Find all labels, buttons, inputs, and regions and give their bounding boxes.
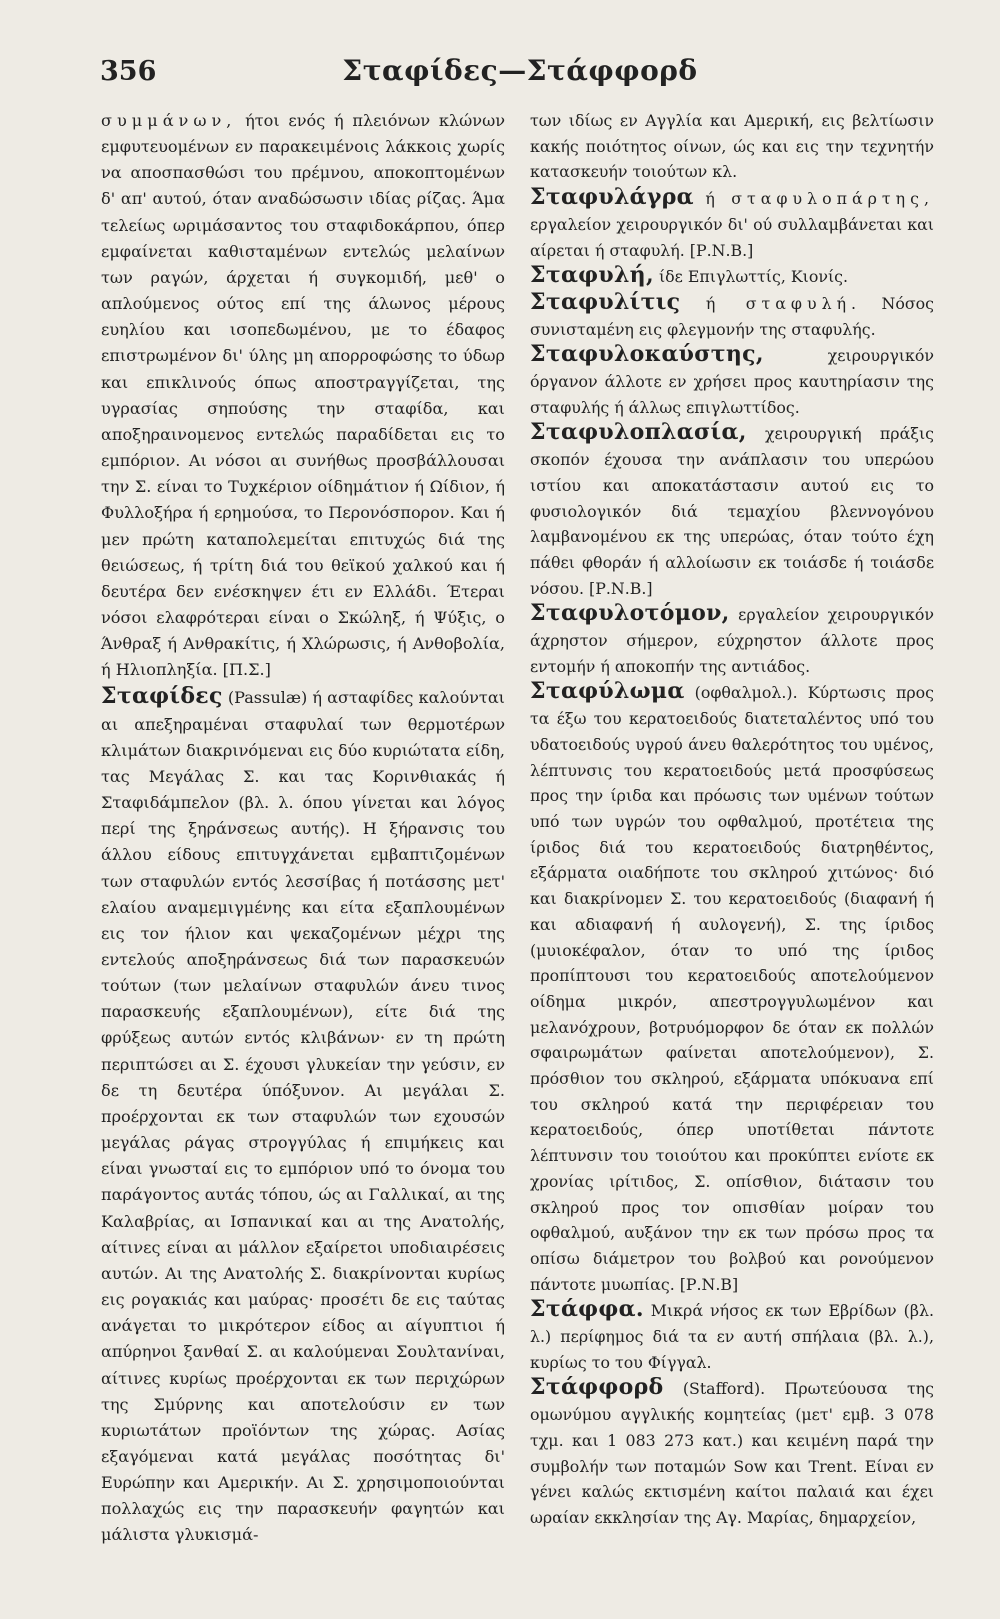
entry-stafylitis [530, 290, 934, 342]
headword: Σταφίδες [101, 683, 223, 710]
spaced-term: ή σταφυλή. [680, 293, 862, 313]
headword: Σταφυλοτόμον, [530, 600, 730, 627]
entry-stafford [530, 1375, 934, 1530]
entry-text: (οφθαλμολ.). Κύρτωσις προς τα έξω του κερατοειδούς διατεταλέντος υπό του υδατοειδούς υγρού άνευ θαλερότητος του υμένος, λέπτυνσις του κερατοειδούς μετά προσφύσεως προς την ίριδα και πρόωσις των υμένων τούτων υπό των υγρών του οφθαλμού, προτέτεια της ίριδος διά του κερατοειδούς διατρηθέντος, εξάρματα οιαδήποτε του σκληρού χιτώνος· διό και διακρίνομεν Σ. του κερατοειδούς (διαφανή ή και αδιαφανή ή αυλογενή), Σ. της ίριδος (μυιοκέφαλον, όταν το υπό της ίριδος προπίπτουσι του κερατοειδούς αποτελούμενον οίδημα μικρόν, απεστρογγυλωμένον και μελανόχρουν, βοτρυόμορφον δε όταν εκ πολλών σφαιρωμάτων φαίνεται αποτελούμενον), Σ. πρόσθιον του σκληρού, εξάρματα υπόκυανα επί του σκληρού κατά την περιφέρειαν του κερατοειδούς, όπερ υποτίθεται πάντοτε λέπτυνσιν του τοιούτου και προκύπτει ενίοτε εκ χρονίας ιρίτιδος, Σ. οπίσθιον, διάτασιν του σκληρού προς τον οπισθίαν μοίραν του οφθαλμού, αυξάνον την εκ των πρόσω προς τα οπίσω διάμετρον του βολβού και ρονούμενον πάντοτε μυωπίας. [Ρ.Ν.Β] [530, 683, 934, 1294]
entry-stafylagra [530, 185, 934, 263]
entry-text: εργαλείον χειρουργικόν δι' ού συλλαμβάνεται και αίρεται ή σταφυλή. [Ρ.Ν.Β.] [530, 214, 934, 260]
entry-text: (Stafford). Πρωτεύουσα της ομωνύμου αγγλικής κομητείας (μετ' εμβ. 3 078 τχμ. και 1 083 273 κατ.) και κειμένη παρά την συμβολήν των ποταμών Sow και Trent. Είναι εν γένει καλώς εκτισμένη καίτοι παλαιά και έχει ωραίαν εκκλησίαν της Αγ. Μαρίας, δημαρχείον, [530, 1379, 934, 1527]
spaced-term: συμμάνων, [101, 111, 237, 130]
entry-text: Νόσος συνισταμένη εις φλεγμονήν της σταφυλής. [530, 293, 934, 339]
headword: Σταφυλάγρα [530, 184, 694, 211]
headword: Στάφφορδ [530, 1374, 664, 1401]
running-head: Σταφίδες—Στάφφορδ [342, 54, 698, 87]
entry-stafyloplasia [530, 420, 934, 601]
entry-text: χειρουργικόν όργανον άλλοτε εν χρήσει προς καυτηρίασιν της σταφυλής ή άλλως επιγλωττίδος. [530, 346, 934, 417]
entry-text: εργαλείον χειρουργικόν άχρηστον σήμερον, εύχρηστον άλλοτε προς εντομήν ή αποκοπήν της αντιάδος. [530, 605, 934, 676]
right-column [530, 108, 934, 1531]
entry-continuation: των ιδίως εν Αγγλία και Αμερική, εις βελτίωσιν κακής ποιότητος οίνων, ώς και εις την τεχνητήν κατασκευήν τοιούτων κλ. [530, 111, 934, 182]
entry-staffa [530, 1297, 934, 1375]
entry-stafylotomon [530, 601, 934, 679]
page-number: 356 [100, 56, 157, 87]
left-column [101, 108, 505, 1549]
entry-text: ήτοι ενός ή πλειόνων κλώνων εμφυτευομένων εν παρακειμένοις λάκκοις χωρίς να αποσπασθώσι του πρέμνου, αποκοπτομένων δ' απ' αυτού, όταν αναδώσωσιν ιδίας ρίζας. Άμα τελείως ωριμάσαντος του σταφιδοκάρπου, όπερ εμφαίνεται καθισταμένων εντελώς μελαίνων των ραγών, άρχεται ή συγκομιδή, μεθ' ο απλούμενος ούτος επί της άλωνος μέρους ευηλίου και ισοπεδωμένου, με το έδαφος επιστρωμένον δι' ύλης μη απορροφώσης το ύδωρ και επικλινούς όπως αποστραγγίζεται, της υγρασίας σηπούσης την σταφίδα, και αποξηραινομενος εντελώς παραδίδεται εις το εμπόριον. Αι νόσοι αι συνήθως προσβάλλουσαι την Σ. είναι το Τυχκέριον οίδημάτιον ή Ωίδιον, ή Φυλλοξήρα ή ερημούσα, το Περονόσπορον. Και ή μεν πρώτη καταπολεμείται επιτυχώς διά της θειώσεως, ή τρίτη διά του θεϊκού χαλκού και ή δευτέρα δεν ενέσκηψεν έτι εν Ελλάδι. Έτεραι νόσοι ελαφρότεραι είναι ο Σκώληξ, ή Ψύξις, ο Άνθραξ ή Ανθρακίτις, ή Χλώρωσις, ή Ανθοβολία, ή Ηλιοπληξία. [Π.Σ.] [101, 111, 505, 680]
entry-stafyli [530, 263, 934, 290]
page-header [100, 52, 940, 92]
entry-stafylokaustis [530, 342, 934, 420]
headword: Σταφυλίτις [530, 288, 681, 315]
entry-text: (Passulæ) ή ασταφίδες καλούνται αι απεξηραμέναι σταφυλαί των θερμοτέρων κλιμάτων διακρινόμεναι εις δύο κυριώτατα είδη, τας Μεγάλας Σ. και τας Κορινθιακάς ή Σταφιδάμπελον (βλ. λ. όπου γίνεται και λόγος περί της ξηράνσεως αυτής). Η ξήρανσις του άλλου είδους επιτυγχάνεται εμβαπτιζομένων των σταφυλών εντός λεσσίβας ή ποτάσσης μετ' ελαίου αναμεμιγμένης και είτα εξαπλουμένων εις τον ήλιον και ψεκαζομένων μέχρι της εντελούς αποξηράνσεως διά των παρασκευών τούτων (των μελαίνων σταφυλών άνευ τινος παρασκευής εξαπλουμένων), είτε διά της φρύξεως αυτών εντός κλιβάνων· εν τη πρώτη περιπτώσει αι Σ. έχουσι γλυκείαν την γεύσιν, εν δε τη δευτέρα ύπόξυνον. Αι μεγάλαι Σ. προέρχονται εκ των σταφυλών των εχουσών μεγάλας ράγας στρογγύλας ή επιμήκεις και είναι γνωσταί εις το εμπόριον υπό το όνομα του παράγοντος αυτάς τόπου, ώς αι Γαλλικαί, αι της Καλαβρίας, αι Ισπανικαί και αι της Ανατολής, αίτινες είναι αι μάλλον εξαίρετοι υποδιαιρέσεις αυτών. Αι της Ανατολής Σ. διακρίνονται κυρίως εις ρογακιάς και μαύρας· προσέτι δε εις ταύτας ανάγεται το μικρότερον είδος αι αίγυπτιοι ή απύρηνοι ξανθαί Σ. αι καλούμεναι Σουλτανίναι, αίτινες κυρίως προέρχονται εκ των περιχώρων της Σμύρνης και αποτελούσιν εν των κυριωτάτων προϊόντων της χώρας. Ασίας εξαγόμεναι κατά μεγάλας ποσότητας δι' Ευρώπην και Αμερικήν. Αι Σ. χρησιμοποιούνται πολλαχώς εις την παρασκευήν φαγητών και μάλιστα γλυκισμά- [101, 688, 505, 1545]
headword: Στάφφα. [530, 1296, 644, 1323]
entry-stafides [101, 683, 505, 1548]
entry-text: χειρουργική πράξις σκοπόν έχουσα την ανάπλασιν του υπερώου ιστίου και αποκατάστασιν αυτού εις το φυσιολογικόν διά τεμαχίου βλεννογόνου λαμβανομένου εκ της υπερώας, όταν τούτο έχη πάθει φθοράν ή αλλοίωσιν εκ τοιάσδε ή τοιάσδε νόσου. [Ρ.Ν.Β.] [530, 424, 934, 598]
entry-text: ίδε Επιγλωττίς, Κιονίς. [653, 267, 849, 287]
entry-continuation [101, 108, 505, 683]
headword: Σταφυλοπλασία, [530, 419, 747, 446]
headword: Σταφύλωμα [530, 678, 685, 705]
headword: Σταφυλοκαύστης, [530, 341, 764, 368]
spaced-term: ή σταφυλοπάρτης, [693, 189, 934, 209]
entry-text: Μικρά νήσος εκ των Εβρίδων (βλ. λ.) περίφημος διά τα εν αυτή σπήλαια (βλ. λ.), κυρίως το του Φίγγαλ. [530, 1301, 934, 1372]
entry-stafyloma [530, 679, 934, 1297]
headword: Σταφυλή, [530, 262, 654, 289]
